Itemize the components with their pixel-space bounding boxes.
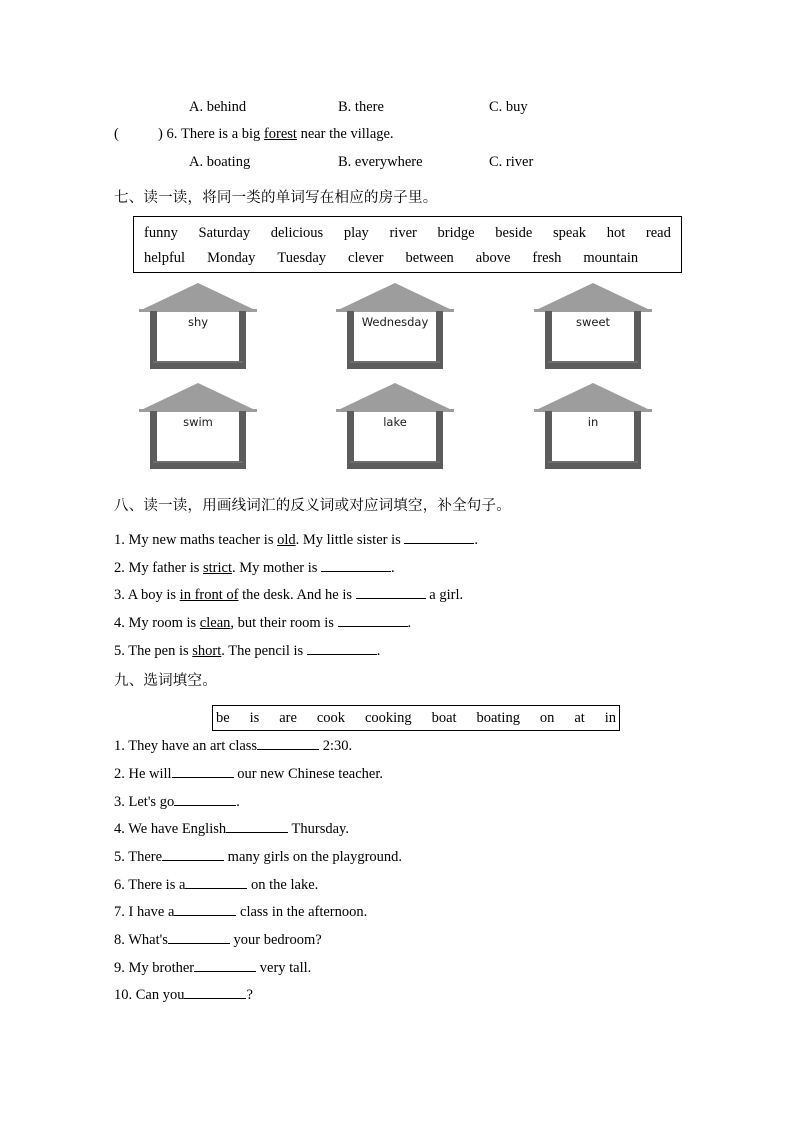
answer-blank[interactable]	[168, 930, 230, 944]
item-number: 4.	[114, 615, 125, 631]
wordbank-word-read[interactable]: read	[645, 225, 671, 241]
roof-icon	[336, 383, 454, 411]
item-text-after: .	[236, 794, 240, 810]
wordbank-word-Saturday[interactable]: Saturday	[198, 225, 251, 241]
section-nine-item-3	[114, 792, 240, 811]
wall-left	[545, 311, 552, 366]
wall-left	[347, 311, 354, 366]
item-number: 5.	[114, 849, 125, 865]
answer-blank[interactable]	[185, 875, 247, 889]
roof-icon	[139, 383, 257, 411]
house-1[interactable]	[139, 283, 257, 373]
item-text-before: Can you	[132, 987, 185, 1003]
section-seven-heading: 七、读一读，将同一类的单词写在相应的房子里。	[114, 190, 438, 206]
section-seven-wordbank	[133, 216, 682, 273]
answer-blank[interactable]	[321, 558, 391, 572]
question6-paren-close: )	[158, 126, 163, 142]
question6-underlined-word: forest	[263, 126, 297, 142]
item-number: 3.	[114, 587, 125, 603]
answer-blank[interactable]	[162, 847, 224, 861]
question6-text-before: There is a big	[180, 126, 264, 142]
item-text-after: .	[376, 643, 381, 659]
question6-paren-open: (	[114, 126, 119, 142]
item-text-after: .	[407, 615, 412, 631]
house-3[interactable]	[534, 283, 652, 373]
wordbank-row-1	[144, 221, 671, 246]
house-word: lake	[383, 415, 407, 429]
item-text-middle: . The pencil is	[221, 643, 307, 659]
wordbank-word-in[interactable]: in	[604, 710, 616, 726]
item-number: 6.	[114, 877, 125, 893]
item-text-after: class in the afternoon.	[236, 904, 368, 920]
wall-right	[436, 411, 443, 466]
section-nine-item-9	[114, 958, 311, 977]
question6-text-after: near the village.	[296, 126, 394, 142]
section-nine-item-5	[114, 847, 402, 866]
house-word: sweet	[575, 315, 611, 329]
wordbank-word-above[interactable]: above	[475, 250, 511, 266]
item-text-before: What's	[124, 932, 168, 948]
wordbank-row-2	[144, 246, 671, 271]
wordbank-word-cooking[interactable]: cooking	[364, 710, 412, 726]
wall-left	[545, 411, 552, 466]
wordbank-word-be[interactable]: be	[216, 710, 230, 726]
item-text-after: a girl.	[425, 587, 464, 603]
item-number: 2.	[114, 560, 125, 576]
item-text-after: your bedroom?	[229, 932, 322, 948]
item-underlined-word: clean	[199, 615, 231, 631]
question6-answer-bracket[interactable]	[114, 125, 158, 143]
item-text-before: My room is	[124, 615, 200, 631]
section-nine-item-10	[114, 985, 253, 1004]
answer-blank[interactable]	[307, 641, 377, 655]
wordbank-word-is[interactable]: is	[249, 710, 260, 726]
answer-blank[interactable]	[338, 613, 408, 627]
answer-blank[interactable]	[194, 958, 256, 972]
item-text-after: Thursday.	[288, 821, 349, 837]
wordbank-word-hot[interactable]: hot	[606, 225, 626, 241]
house-word: Wednesday	[361, 315, 429, 329]
item-number: 5.	[114, 643, 125, 659]
section-eight-item-5	[114, 641, 380, 660]
question5-option-c: C. buy	[489, 99, 528, 115]
section-eight-item-3	[114, 585, 463, 604]
answer-blank[interactable]	[174, 792, 236, 806]
section-eight-item-1	[114, 530, 478, 549]
wordbank-word-boating[interactable]: boating	[476, 710, 520, 726]
house-word: in	[587, 415, 599, 429]
answer-blank[interactable]	[257, 736, 319, 750]
item-text-after: ?	[246, 987, 253, 1003]
wall-right	[634, 311, 641, 366]
wordbank-row-1	[216, 706, 616, 731]
wall-right	[239, 411, 246, 466]
house-word: swim	[183, 415, 213, 429]
wordbank-word-are[interactable]: are	[279, 710, 297, 726]
item-text-after: .	[474, 532, 478, 548]
item-text-before: There	[124, 849, 163, 865]
wordbank-word-at[interactable]: at	[574, 710, 585, 726]
item-text-after: on the lake.	[247, 877, 319, 893]
roof-icon	[336, 283, 454, 311]
item-text-middle: . My mother is	[232, 560, 322, 576]
item-underlined-word: old	[277, 532, 296, 548]
item-text-before: The pen is	[124, 643, 193, 659]
wordbank-word-Monday[interactable]: Monday	[207, 250, 256, 266]
question6-stem	[114, 125, 394, 143]
house-base	[347, 363, 443, 369]
wall-right	[436, 311, 443, 366]
house-word: shy	[187, 315, 209, 329]
question6-option-b[interactable]: B. everywhere	[338, 154, 423, 170]
answer-blank[interactable]	[226, 819, 288, 833]
item-text-after: our new Chinese teacher.	[233, 766, 383, 782]
answer-blank[interactable]	[356, 585, 426, 599]
item-underlined-word: short	[192, 643, 222, 659]
section-nine-item-8	[114, 930, 322, 949]
wall-right	[239, 311, 246, 366]
question6-option-a[interactable]: A. boating	[189, 154, 251, 170]
house-base	[347, 463, 443, 469]
section-nine-item-1	[114, 736, 352, 755]
item-number: 9.	[114, 960, 125, 976]
wordbank-word-river[interactable]: river	[389, 225, 417, 241]
item-text-before: There is a	[124, 877, 186, 893]
wordbank-word-between[interactable]: between	[405, 250, 454, 266]
item-underlined-word: in front of	[179, 587, 239, 603]
question6-option-c[interactable]: C. river	[489, 154, 534, 170]
house-2[interactable]	[336, 283, 454, 373]
question6-number: 6.	[166, 126, 178, 142]
section-nine-wordbank	[212, 705, 620, 731]
house-base	[545, 363, 641, 369]
wordbank-word-mountain[interactable]: mountain	[583, 250, 639, 266]
wordbank-word-Tuesday[interactable]: Tuesday	[277, 250, 327, 266]
item-number: 1.	[114, 532, 125, 548]
item-text-before: Let's go	[124, 794, 175, 810]
wordbank-word-fresh[interactable]: fresh	[532, 250, 562, 266]
section-eight-item-2	[114, 558, 395, 577]
section-nine-item-7	[114, 902, 367, 921]
item-text-after: 2:30.	[319, 738, 353, 754]
item-number: 4.	[114, 821, 125, 837]
section-eight-heading: 八、读一读，用画线词汇的反义词或对应词填空，补全句子。	[114, 498, 511, 514]
house-5[interactable]	[336, 383, 454, 473]
item-text-before: My father is	[124, 560, 203, 576]
item-text-after: very tall.	[256, 960, 312, 976]
wordbank-word-delicious[interactable]: delicious	[270, 225, 324, 241]
wordbank-word-bridge[interactable]: bridge	[437, 225, 475, 241]
item-text-middle: , but their room is	[230, 615, 338, 631]
roof-icon	[139, 283, 257, 311]
wordbank-word-cook[interactable]: cook	[316, 710, 346, 726]
item-number: 2.	[114, 766, 125, 782]
wordbank-word-funny[interactable]: funny	[144, 225, 178, 241]
wall-left	[347, 411, 354, 466]
wordbank-word-helpful[interactable]: helpful	[144, 250, 186, 266]
wordbank-word-on[interactable]: on	[539, 710, 555, 726]
answer-blank[interactable]	[184, 985, 246, 999]
item-text-after: many girls on the playground.	[224, 849, 403, 865]
item-number: 8.	[114, 932, 125, 948]
wall-left	[150, 411, 157, 466]
wordbank-word-beside[interactable]: beside	[495, 225, 533, 241]
house-base	[150, 463, 246, 469]
wordbank-word-boat[interactable]: boat	[431, 710, 457, 726]
wordbank-word-clever[interactable]: clever	[348, 250, 384, 266]
roof-icon	[534, 283, 652, 311]
house-base	[545, 463, 641, 469]
answer-blank[interactable]	[174, 902, 236, 916]
item-text-before: I have a	[124, 904, 175, 920]
item-number: 10.	[114, 987, 133, 1003]
item-text-after: .	[391, 560, 395, 576]
roof-icon	[534, 383, 652, 411]
question5-option-b: B. there	[338, 99, 384, 115]
section-eight-item-4	[114, 613, 411, 632]
answer-blank[interactable]	[404, 530, 474, 544]
item-text-before: A boy is	[124, 587, 180, 603]
item-number: 1.	[114, 738, 125, 754]
house-base	[150, 363, 246, 369]
question5-option-a: A. behind	[189, 99, 247, 115]
wordbank-word-speak[interactable]: speak	[553, 225, 587, 241]
wall-left	[150, 311, 157, 366]
house-4[interactable]	[139, 383, 257, 473]
section-nine-item-4	[114, 819, 349, 838]
section-nine-item-6	[114, 875, 318, 894]
section-nine-item-2	[114, 764, 383, 783]
house-6[interactable]	[534, 383, 652, 473]
item-text-middle: the desk. And he is	[238, 587, 356, 603]
section-nine-heading: 九、选词填空。	[114, 673, 217, 689]
item-underlined-word: strict	[203, 560, 232, 576]
item-text-middle: . My little sister is	[295, 532, 405, 548]
item-text-before: They have an art class	[124, 738, 258, 754]
item-number: 3.	[114, 794, 125, 810]
item-number: 7.	[114, 904, 125, 920]
item-text-before: My brother	[124, 960, 195, 976]
item-text-before: My new maths teacher is	[124, 532, 278, 548]
wall-right	[634, 411, 641, 466]
wordbank-word-play[interactable]: play	[343, 225, 369, 241]
item-text-before: He will	[124, 766, 172, 782]
answer-blank[interactable]	[172, 764, 234, 778]
item-text-before: We have English	[124, 821, 227, 837]
